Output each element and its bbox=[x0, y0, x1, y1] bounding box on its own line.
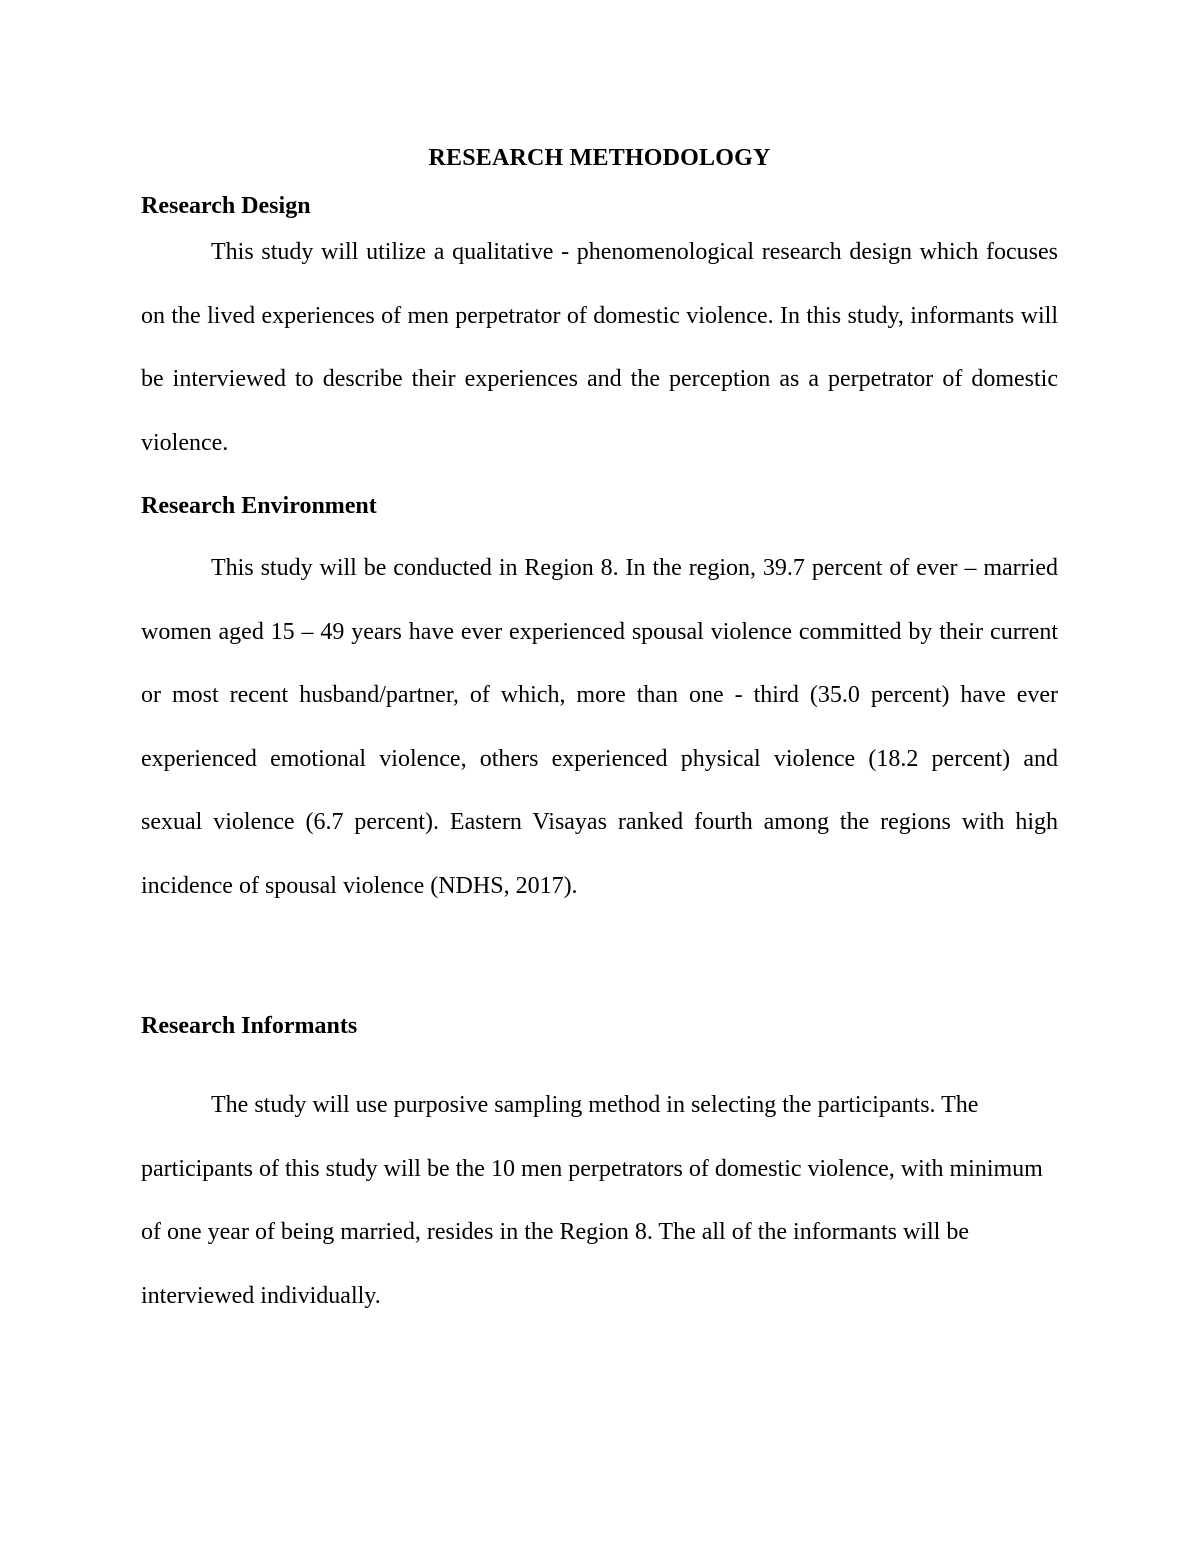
paragraph-research-environment: This study will be conducted in Region 8. In the region, 39.7 percent of ever – married women aged 15 – 49 years have ever experienced spousal violence committed by their current or most recent husband/partner, of which, more than one - third (35.0 percent) have ever experienced emotional violence, others experienced physical violence (18.2 percent) and sexual violence (6.7 percent). Eastern Visayas ranked fourth among the regions with high incidence of spousal violence (NDHS, 2017). bbox=[141, 555, 1058, 899]
section-heading-research-environment: Research Environment bbox=[141, 493, 377, 519]
paragraph-research-design: This study will utilize a qualitative - phenomenological research design which focuses on the lived experiences of men perpetrator of domestic violence. In this study, informants will be interviewed to describe their experiences and the perception as a perpetrator of domestic violence. bbox=[141, 239, 1058, 456]
section-heading-research-informants: Research Informants bbox=[141, 1013, 358, 1039]
paragraph-research-informants: The study will use purposive sampling method in selecting the participants. The participants of this study will be the 10 men perpetrators of domestic violence, with minimum of one year of being married, resides in the Region 8. The all of the informants will be interviewed individually. bbox=[141, 1092, 1043, 1309]
section-heading-research-design: Research Design bbox=[141, 193, 311, 219]
document-title: RESEARCH METHODOLOGY bbox=[428, 145, 771, 171]
